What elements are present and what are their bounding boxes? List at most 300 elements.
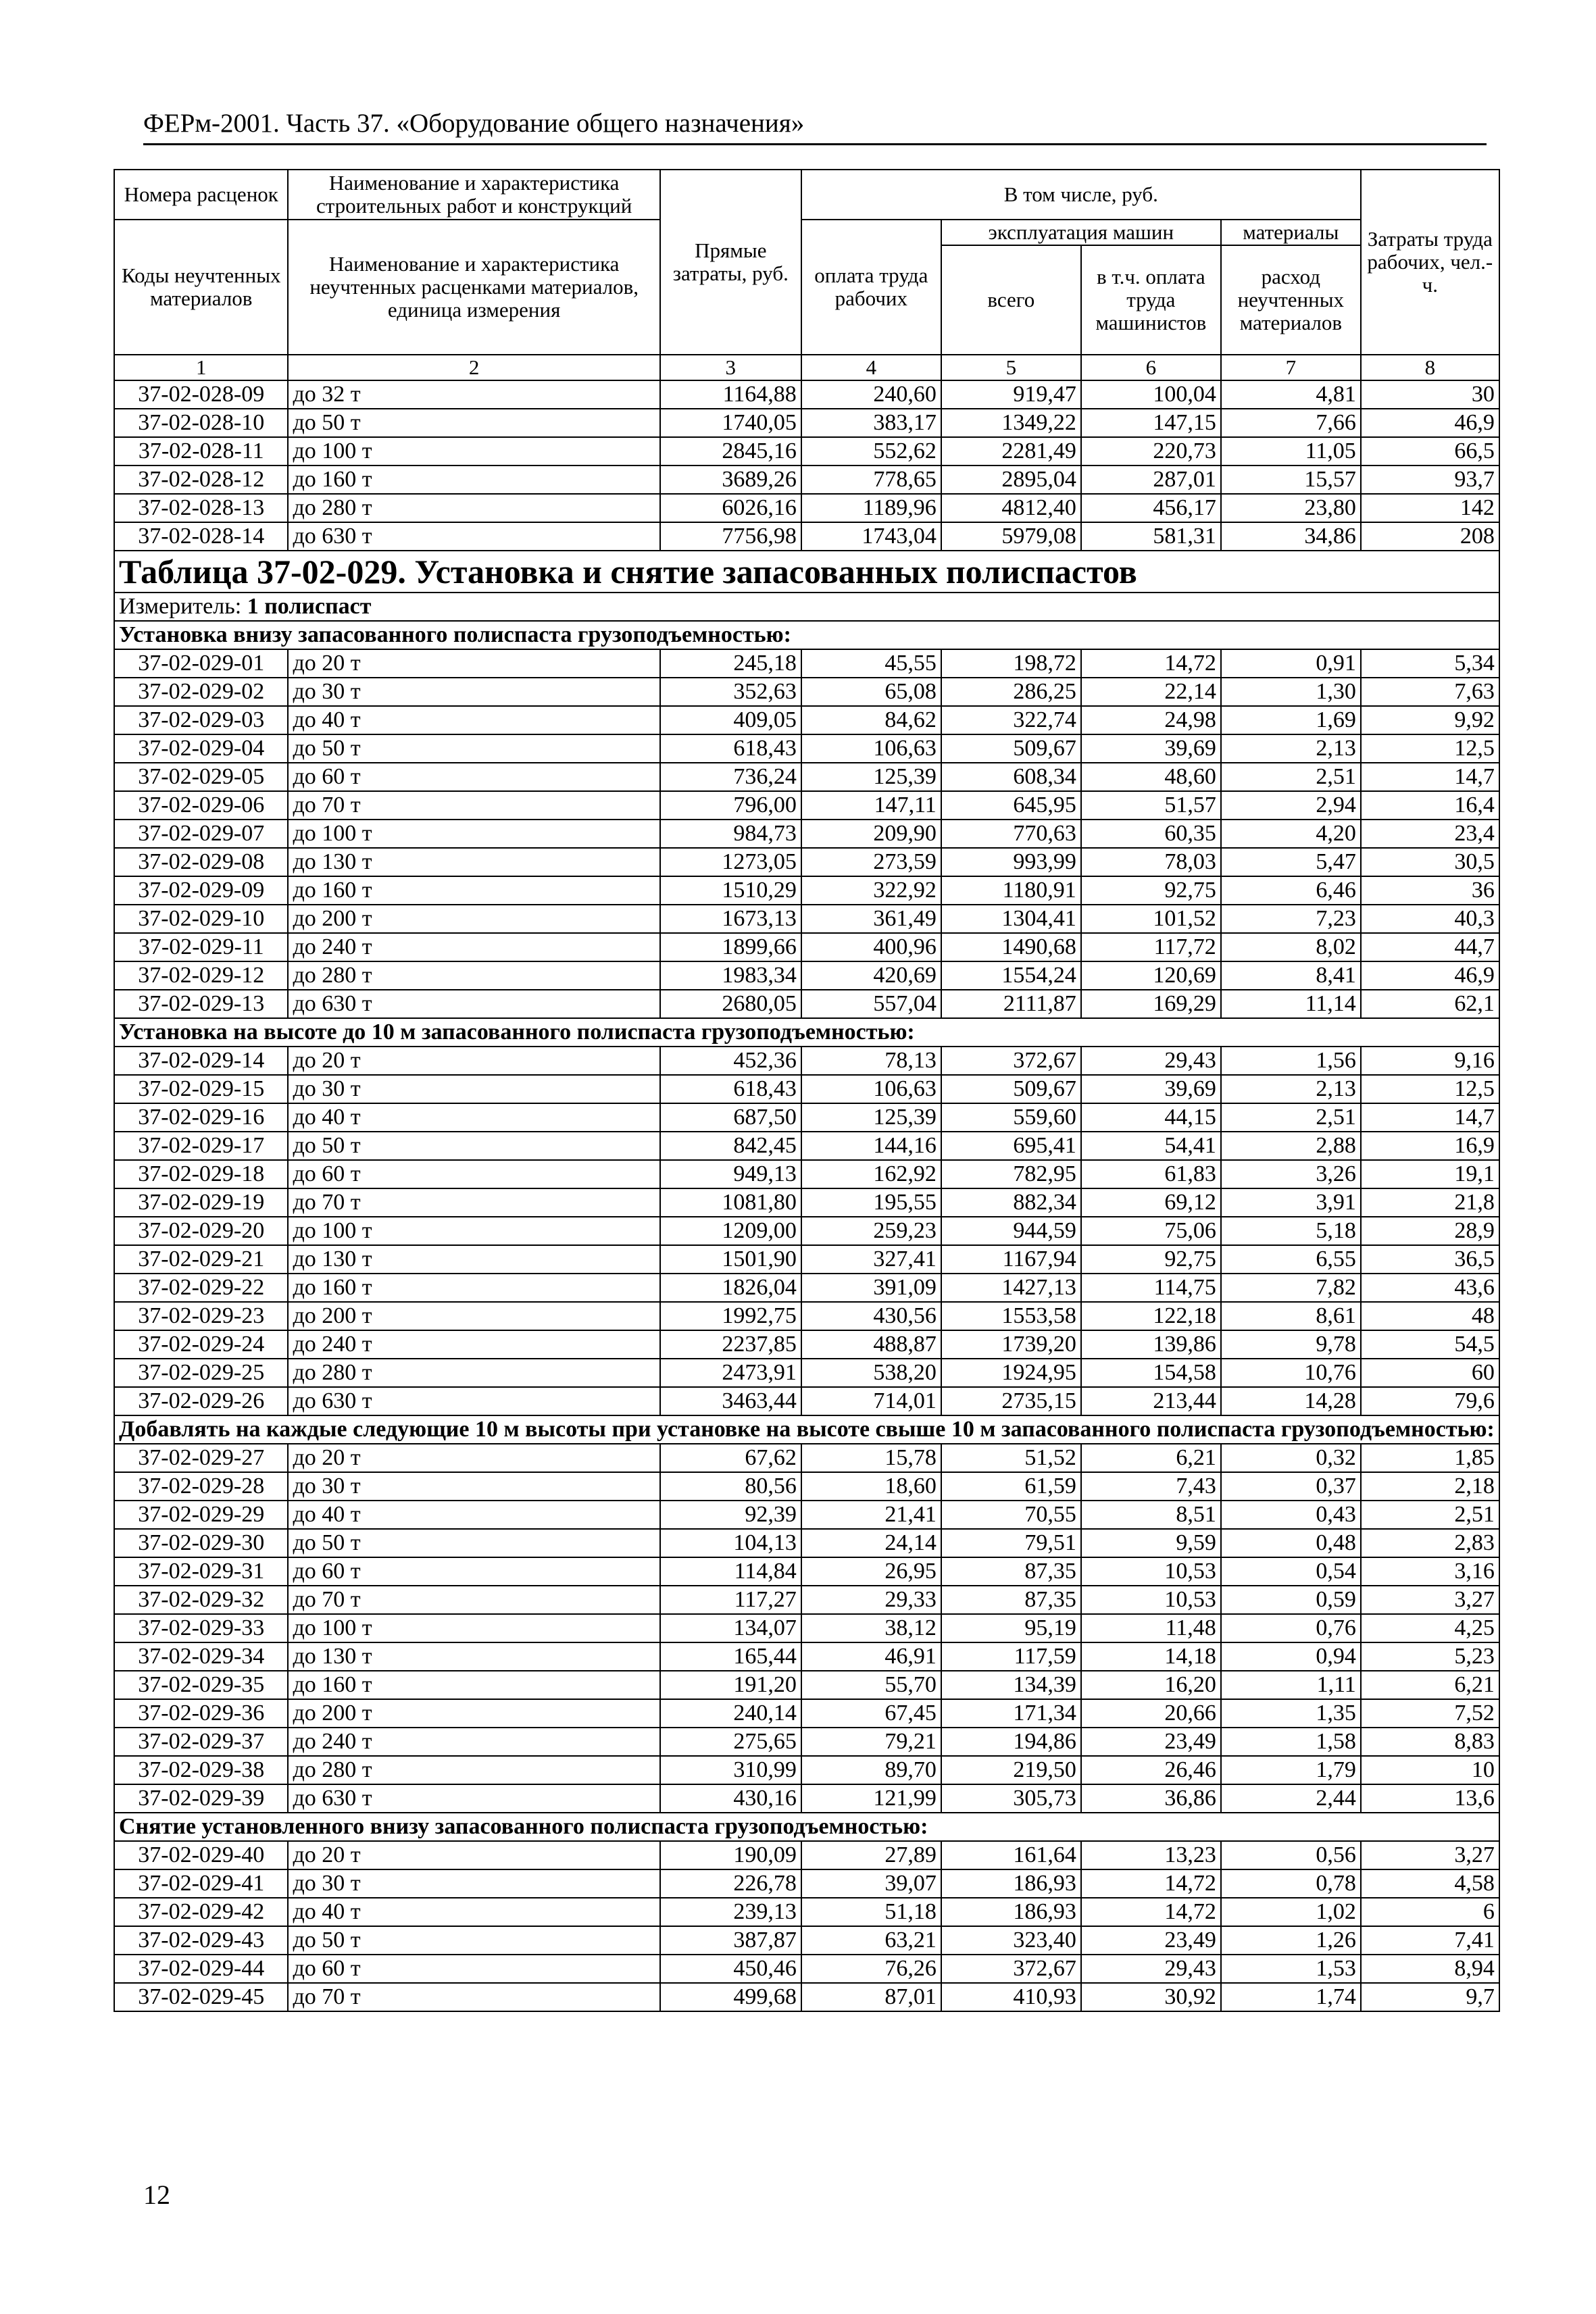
- material-usage-cell: 7,23: [1221, 905, 1361, 933]
- worker-pay-cell: 538,20: [801, 1359, 941, 1387]
- direct-costs-cell: 352,63: [660, 678, 801, 706]
- worker-pay-cell: 24,14: [801, 1529, 941, 1557]
- work-name-cell: до 160 т: [288, 466, 659, 494]
- machines-total-cell: 1349,22: [941, 409, 1081, 437]
- work-name-cell: до 280 т: [288, 494, 659, 522]
- labor-hours-cell: 62,1: [1361, 990, 1499, 1018]
- rate-code-cell: 37-02-029-11: [114, 933, 288, 961]
- table-row: [114, 1103, 1499, 1132]
- material-usage-cell: 8,61: [1221, 1302, 1361, 1330]
- direct-costs-cell: 190,09: [660, 1841, 801, 1869]
- work-name-cell: до 240 т: [288, 933, 659, 961]
- section-heading: Установка на высоте до 10 м запасованного полиспаста грузоподъемностью:: [114, 1018, 1499, 1047]
- rate-code-cell: 37-02-028-09: [114, 380, 288, 409]
- direct-costs-cell: 984,73: [660, 820, 801, 848]
- work-name-cell: до 280 т: [288, 1359, 659, 1387]
- worker-pay-cell: 420,69: [801, 961, 941, 990]
- direct-costs-cell: 409,05: [660, 706, 801, 734]
- table-row: [114, 437, 1499, 466]
- direct-costs-cell: 2473,91: [660, 1359, 801, 1387]
- table-row: [114, 1841, 1499, 1869]
- material-usage-cell: 2,44: [1221, 1784, 1361, 1813]
- col-header-material-usage: расход неучтенных материалов: [1221, 245, 1361, 355]
- rate-code-cell: 37-02-029-16: [114, 1103, 288, 1132]
- material-usage-cell: 5,18: [1221, 1217, 1361, 1245]
- work-name-cell: до 280 т: [288, 1756, 659, 1784]
- rate-code-cell: 37-02-029-02: [114, 678, 288, 706]
- direct-costs-cell: 1164,88: [660, 380, 801, 409]
- column-number: 5: [941, 355, 1081, 380]
- worker-pay-cell: 125,39: [801, 763, 941, 791]
- worker-pay-cell: 361,49: [801, 905, 941, 933]
- rate-code-cell: 37-02-029-39: [114, 1784, 288, 1813]
- worker-pay-cell: 45,55: [801, 649, 941, 678]
- material-usage-cell: 1,79: [1221, 1756, 1361, 1784]
- worker-pay-cell: 1189,96: [801, 494, 941, 522]
- table-row: [114, 1245, 1499, 1274]
- rate-code-cell: 37-02-029-32: [114, 1586, 288, 1614]
- table-row: [114, 1501, 1499, 1529]
- material-usage-cell: 8,41: [1221, 961, 1361, 990]
- labor-hours-cell: 4,25: [1361, 1614, 1499, 1642]
- machinist-pay-cell: 30,92: [1081, 1983, 1221, 2011]
- table-row: [114, 1955, 1499, 1983]
- material-usage-cell: 11,05: [1221, 437, 1361, 466]
- table-row: [114, 1274, 1499, 1302]
- material-usage-cell: 11,14: [1221, 990, 1361, 1018]
- labor-hours-cell: 14,7: [1361, 763, 1499, 791]
- machines-total-cell: 608,34: [941, 763, 1081, 791]
- machines-total-cell: 695,41: [941, 1132, 1081, 1160]
- table-row: [114, 1047, 1499, 1075]
- labor-hours-cell: 9,7: [1361, 1983, 1499, 2011]
- material-usage-cell: 6,55: [1221, 1245, 1361, 1274]
- rate-code-cell: 37-02-029-24: [114, 1330, 288, 1359]
- worker-pay-cell: 15,78: [801, 1444, 941, 1472]
- column-number: 8: [1361, 355, 1499, 380]
- rate-code-cell: 37-02-029-14: [114, 1047, 288, 1075]
- material-usage-cell: 3,91: [1221, 1188, 1361, 1217]
- material-usage-cell: 1,53: [1221, 1955, 1361, 1983]
- machines-total-cell: 194,86: [941, 1728, 1081, 1756]
- machinist-pay-cell: 39,69: [1081, 734, 1221, 763]
- machinist-pay-cell: 16,20: [1081, 1671, 1221, 1699]
- work-name-cell: до 160 т: [288, 876, 659, 905]
- table-row: [114, 1132, 1499, 1160]
- direct-costs-cell: 80,56: [660, 1472, 801, 1501]
- material-usage-cell: 6,46: [1221, 876, 1361, 905]
- rate-code-cell: 37-02-029-27: [114, 1444, 288, 1472]
- machines-total-cell: 770,63: [941, 820, 1081, 848]
- rate-code-cell: 37-02-029-15: [114, 1075, 288, 1103]
- machinist-pay-cell: 100,04: [1081, 380, 1221, 409]
- rate-code-cell: 37-02-029-08: [114, 848, 288, 876]
- labor-hours-cell: 16,4: [1361, 791, 1499, 820]
- section-heading: Установка внизу запасованного полиспаста грузоподъемностью:: [114, 621, 1499, 649]
- work-name-cell: до 100 т: [288, 820, 659, 848]
- table-row: [114, 1728, 1499, 1756]
- rate-code-cell: 37-02-029-42: [114, 1898, 288, 1926]
- material-usage-cell: 2,13: [1221, 734, 1361, 763]
- machines-total-cell: 1739,20: [941, 1330, 1081, 1359]
- machinist-pay-cell: 54,41: [1081, 1132, 1221, 1160]
- work-name-cell: до 50 т: [288, 1132, 659, 1160]
- machines-total-cell: 219,50: [941, 1756, 1081, 1784]
- work-name-cell: до 60 т: [288, 763, 659, 791]
- machines-total-cell: 161,64: [941, 1841, 1081, 1869]
- worker-pay-cell: 76,26: [801, 1955, 941, 1983]
- worker-pay-cell: 488,87: [801, 1330, 941, 1359]
- column-number: 2: [288, 355, 659, 380]
- rate-code-cell: 37-02-029-13: [114, 990, 288, 1018]
- work-name-cell: до 60 т: [288, 1557, 659, 1586]
- col-header-direct-costs: Прямые затраты, руб.: [660, 170, 801, 355]
- work-name-cell: до 100 т: [288, 1614, 659, 1642]
- direct-costs-cell: 1501,90: [660, 1245, 801, 1274]
- table-row: [114, 905, 1499, 933]
- material-usage-cell: 0,32: [1221, 1444, 1361, 1472]
- unit-row: [114, 593, 1499, 621]
- labor-hours-cell: 12,5: [1361, 1075, 1499, 1103]
- rate-code-cell: 37-02-029-43: [114, 1926, 288, 1955]
- labor-hours-cell: 44,7: [1361, 933, 1499, 961]
- worker-pay-cell: 552,62: [801, 437, 941, 466]
- worker-pay-cell: 26,95: [801, 1557, 941, 1586]
- machines-total-cell: 323,40: [941, 1926, 1081, 1955]
- table-row: [114, 380, 1499, 409]
- material-usage-cell: 2,94: [1221, 791, 1361, 820]
- direct-costs-cell: 1673,13: [660, 905, 801, 933]
- work-name-cell: до 20 т: [288, 1444, 659, 1472]
- table-row: [114, 1869, 1499, 1898]
- worker-pay-cell: 391,09: [801, 1274, 941, 1302]
- work-name-cell: до 32 т: [288, 380, 659, 409]
- table-row: [114, 763, 1499, 791]
- table-title-row: [114, 551, 1499, 593]
- labor-hours-cell: 9,16: [1361, 1047, 1499, 1075]
- direct-costs-cell: 949,13: [660, 1160, 801, 1188]
- worker-pay-cell: 778,65: [801, 466, 941, 494]
- labor-hours-cell: 9,92: [1361, 706, 1499, 734]
- rate-code-cell: 37-02-029-25: [114, 1359, 288, 1387]
- section-heading-row: [114, 1415, 1499, 1444]
- machinist-pay-cell: 581,31: [1081, 522, 1221, 551]
- section-heading-row: [114, 621, 1499, 649]
- direct-costs-cell: 104,13: [660, 1529, 801, 1557]
- rate-code-cell: 37-02-029-26: [114, 1387, 288, 1415]
- table-row: [114, 1387, 1499, 1415]
- table-row: [114, 848, 1499, 876]
- labor-hours-cell: 30,5: [1361, 848, 1499, 876]
- direct-costs-cell: 387,87: [660, 1926, 801, 1955]
- worker-pay-cell: 106,63: [801, 734, 941, 763]
- labor-hours-cell: 208: [1361, 522, 1499, 551]
- machinist-pay-cell: 39,69: [1081, 1075, 1221, 1103]
- table-row: [114, 1557, 1499, 1586]
- table-row: [114, 678, 1499, 706]
- machines-total-cell: 134,39: [941, 1671, 1081, 1699]
- labor-hours-cell: 66,5: [1361, 437, 1499, 466]
- rate-code-cell: 37-02-029-20: [114, 1217, 288, 1245]
- table-row: [114, 1983, 1499, 2011]
- direct-costs-cell: 736,24: [660, 763, 801, 791]
- table-row: [114, 1160, 1499, 1188]
- work-name-cell: до 40 т: [288, 1103, 659, 1132]
- machinist-pay-cell: 220,73: [1081, 437, 1221, 466]
- labor-hours-cell: 7,63: [1361, 678, 1499, 706]
- table-row: [114, 466, 1499, 494]
- worker-pay-cell: 144,16: [801, 1132, 941, 1160]
- work-name-cell: до 630 т: [288, 990, 659, 1018]
- labor-hours-cell: 48: [1361, 1302, 1499, 1330]
- table-row: [114, 1075, 1499, 1103]
- table-row: [114, 1642, 1499, 1671]
- worker-pay-cell: 240,60: [801, 380, 941, 409]
- page-number: 12: [143, 2180, 170, 2210]
- table-row: [114, 1671, 1499, 1699]
- work-name-cell: до 60 т: [288, 1160, 659, 1188]
- direct-costs-cell: 430,16: [660, 1784, 801, 1813]
- direct-costs-cell: 3689,26: [660, 466, 801, 494]
- material-usage-cell: 0,76: [1221, 1614, 1361, 1642]
- table-row: [114, 649, 1499, 678]
- labor-hours-cell: 3,27: [1361, 1586, 1499, 1614]
- machinist-pay-cell: 213,44: [1081, 1387, 1221, 1415]
- material-usage-cell: 14,28: [1221, 1387, 1361, 1415]
- section-heading-row: [114, 1813, 1499, 1841]
- direct-costs-cell: 114,84: [660, 1557, 801, 1586]
- machinist-pay-cell: 14,18: [1081, 1642, 1221, 1671]
- machines-total-cell: 410,93: [941, 1983, 1081, 2011]
- machines-total-cell: 1490,68: [941, 933, 1081, 961]
- worker-pay-cell: 27,89: [801, 1841, 941, 1869]
- material-usage-cell: 2,51: [1221, 1103, 1361, 1132]
- worker-pay-cell: 29,33: [801, 1586, 941, 1614]
- machines-total-cell: 322,74: [941, 706, 1081, 734]
- material-usage-cell: 0,54: [1221, 1557, 1361, 1586]
- table-row: [114, 961, 1499, 990]
- machinist-pay-cell: 287,01: [1081, 466, 1221, 494]
- unit-value: 1 полиспаст: [247, 594, 372, 619]
- labor-hours-cell: 19,1: [1361, 1160, 1499, 1188]
- direct-costs-cell: 2680,05: [660, 990, 801, 1018]
- machinist-pay-cell: 29,43: [1081, 1955, 1221, 1983]
- machinist-pay-cell: 36,86: [1081, 1784, 1221, 1813]
- worker-pay-cell: 147,11: [801, 791, 941, 820]
- worker-pay-cell: 18,60: [801, 1472, 941, 1501]
- page-header: ФЕРм-2001. Часть 37. «Оборудование общего назначения»: [143, 108, 1487, 145]
- table-title: Таблица 37-02-029. Установка и снятие запасованных полиспастов: [119, 553, 1137, 590]
- direct-costs-cell: 7756,98: [660, 522, 801, 551]
- col-header-machines: эксплуатация машин: [941, 220, 1221, 245]
- material-usage-cell: 1,26: [1221, 1926, 1361, 1955]
- machinist-pay-cell: 92,75: [1081, 1245, 1221, 1274]
- material-usage-cell: 34,86: [1221, 522, 1361, 551]
- material-usage-cell: 1,74: [1221, 1983, 1361, 2011]
- material-usage-cell: 2,13: [1221, 1075, 1361, 1103]
- machinist-pay-cell: 51,57: [1081, 791, 1221, 820]
- machines-total-cell: 87,35: [941, 1586, 1081, 1614]
- worker-pay-cell: 67,45: [801, 1699, 941, 1728]
- machinist-pay-cell: 120,69: [1081, 961, 1221, 990]
- machinist-pay-cell: 147,15: [1081, 409, 1221, 437]
- worker-pay-cell: 125,39: [801, 1103, 941, 1132]
- material-usage-cell: 5,47: [1221, 848, 1361, 876]
- col-header-machines-total: всего: [941, 245, 1081, 355]
- machines-total-cell: 2111,87: [941, 990, 1081, 1018]
- rate-code-cell: 37-02-029-12: [114, 961, 288, 990]
- rate-code-cell: 37-02-029-10: [114, 905, 288, 933]
- direct-costs-cell: 226,78: [660, 1869, 801, 1898]
- worker-pay-cell: 383,17: [801, 409, 941, 437]
- rate-code-cell: 37-02-029-17: [114, 1132, 288, 1160]
- material-usage-cell: 2,88: [1221, 1132, 1361, 1160]
- machinist-pay-cell: 7,43: [1081, 1472, 1221, 1501]
- material-usage-cell: 0,43: [1221, 1501, 1361, 1529]
- machines-total-cell: 171,34: [941, 1699, 1081, 1728]
- rate-code-cell: 37-02-028-10: [114, 409, 288, 437]
- material-usage-cell: 2,51: [1221, 763, 1361, 791]
- direct-costs-cell: 618,43: [660, 1075, 801, 1103]
- table-row: [114, 820, 1499, 848]
- table-row: [114, 1359, 1499, 1387]
- worker-pay-cell: 78,13: [801, 1047, 941, 1075]
- machines-total-cell: 2895,04: [941, 466, 1081, 494]
- rate-code-cell: 37-02-029-30: [114, 1529, 288, 1557]
- rate-code-cell: 37-02-029-31: [114, 1557, 288, 1586]
- machines-total-cell: 1304,41: [941, 905, 1081, 933]
- material-usage-cell: 7,66: [1221, 409, 1361, 437]
- table-row: [114, 706, 1499, 734]
- direct-costs-cell: 3463,44: [660, 1387, 801, 1415]
- machines-total-cell: 645,95: [941, 791, 1081, 820]
- rate-code-cell: 37-02-029-45: [114, 1983, 288, 2011]
- work-name-cell: до 70 т: [288, 791, 659, 820]
- labor-hours-cell: 8,94: [1361, 1955, 1499, 1983]
- direct-costs-cell: 842,45: [660, 1132, 801, 1160]
- machines-total-cell: 70,55: [941, 1501, 1081, 1529]
- direct-costs-cell: 687,50: [660, 1103, 801, 1132]
- rate-code-cell: 37-02-029-04: [114, 734, 288, 763]
- work-name-cell: до 20 т: [288, 1047, 659, 1075]
- labor-hours-cell: 12,5: [1361, 734, 1499, 763]
- rate-code-cell: 37-02-029-05: [114, 763, 288, 791]
- work-name-cell: до 40 т: [288, 1501, 659, 1529]
- material-usage-cell: 0,56: [1221, 1841, 1361, 1869]
- work-name-cell: до 30 т: [288, 1869, 659, 1898]
- work-name-cell: до 130 т: [288, 848, 659, 876]
- table-row: [114, 1302, 1499, 1330]
- material-usage-cell: 10,76: [1221, 1359, 1361, 1387]
- rate-code-cell: 37-02-029-38: [114, 1756, 288, 1784]
- work-name-cell: до 50 т: [288, 734, 659, 763]
- material-usage-cell: 4,81: [1221, 380, 1361, 409]
- section-heading: Добавлять на каждые следующие 10 м высоты при установке на высоте свыше 10 м запасованного полиспаста грузоподъемностью:: [114, 1415, 1499, 1444]
- direct-costs-cell: 165,44: [660, 1642, 801, 1671]
- col-header-worker-pay: оплата труда рабочих: [801, 220, 941, 355]
- rate-code-cell: 37-02-029-33: [114, 1614, 288, 1642]
- work-name-cell: до 100 т: [288, 1217, 659, 1245]
- table-row: [114, 494, 1499, 522]
- table-row: [114, 1472, 1499, 1501]
- col-header-material-codes: Коды неучтенных материалов: [114, 220, 288, 355]
- work-name-cell: до 100 т: [288, 437, 659, 466]
- material-usage-cell: 0,94: [1221, 1642, 1361, 1671]
- machines-total-cell: 87,35: [941, 1557, 1081, 1586]
- machines-total-cell: 882,34: [941, 1188, 1081, 1217]
- work-name-cell: до 70 т: [288, 1188, 659, 1217]
- direct-costs-cell: 452,36: [660, 1047, 801, 1075]
- work-name-cell: до 130 т: [288, 1642, 659, 1671]
- work-name-cell: до 40 т: [288, 706, 659, 734]
- labor-hours-cell: 13,6: [1361, 1784, 1499, 1813]
- column-number: 6: [1081, 355, 1221, 380]
- machines-total-cell: 1167,94: [941, 1245, 1081, 1274]
- worker-pay-cell: 714,01: [801, 1387, 941, 1415]
- machines-total-cell: 4812,40: [941, 494, 1081, 522]
- machinist-pay-cell: 9,59: [1081, 1529, 1221, 1557]
- labor-hours-cell: 2,51: [1361, 1501, 1499, 1529]
- machinist-pay-cell: 26,46: [1081, 1756, 1221, 1784]
- material-usage-cell: 1,30: [1221, 678, 1361, 706]
- work-name-cell: до 50 т: [288, 409, 659, 437]
- machinist-pay-cell: 61,83: [1081, 1160, 1221, 1188]
- worker-pay-cell: 55,70: [801, 1671, 941, 1699]
- table-row: [114, 1756, 1499, 1784]
- worker-pay-cell: 87,01: [801, 1983, 941, 2011]
- section-heading: Снятие установленного внизу запасованного полиспаста грузоподъемностью:: [114, 1813, 1499, 1841]
- labor-hours-cell: 46,9: [1361, 409, 1499, 437]
- material-usage-cell: 4,20: [1221, 820, 1361, 848]
- machinist-pay-cell: 11,48: [1081, 1614, 1221, 1642]
- table-row: [114, 522, 1499, 551]
- table-row: [114, 876, 1499, 905]
- machines-total-cell: 1427,13: [941, 1274, 1081, 1302]
- direct-costs-cell: 1983,34: [660, 961, 801, 990]
- labor-hours-cell: 6: [1361, 1898, 1499, 1926]
- direct-costs-cell: 1740,05: [660, 409, 801, 437]
- table-row: [114, 1188, 1499, 1217]
- worker-pay-cell: 38,12: [801, 1614, 941, 1642]
- worker-pay-cell: 39,07: [801, 1869, 941, 1898]
- labor-hours-cell: 6,21: [1361, 1671, 1499, 1699]
- direct-costs-cell: 310,99: [660, 1756, 801, 1784]
- work-name-cell: до 160 т: [288, 1671, 659, 1699]
- work-name-cell: до 200 т: [288, 1302, 659, 1330]
- work-name-cell: до 60 т: [288, 1955, 659, 1983]
- labor-hours-cell: 1,85: [1361, 1444, 1499, 1472]
- direct-costs-cell: 1081,80: [660, 1188, 801, 1217]
- worker-pay-cell: 557,04: [801, 990, 941, 1018]
- column-number: 3: [660, 355, 801, 380]
- table-row: [114, 1586, 1499, 1614]
- direct-costs-cell: 240,14: [660, 1699, 801, 1728]
- work-name-cell: до 50 т: [288, 1529, 659, 1557]
- machinist-pay-cell: 13,23: [1081, 1841, 1221, 1869]
- machines-total-cell: 1554,24: [941, 961, 1081, 990]
- worker-pay-cell: 79,21: [801, 1728, 941, 1756]
- worker-pay-cell: 46,91: [801, 1642, 941, 1671]
- labor-hours-cell: 4,58: [1361, 1869, 1499, 1898]
- machines-total-cell: 61,59: [941, 1472, 1081, 1501]
- material-usage-cell: 9,78: [1221, 1330, 1361, 1359]
- rate-code-cell: 37-02-029-37: [114, 1728, 288, 1756]
- labor-hours-cell: 3,27: [1361, 1841, 1499, 1869]
- direct-costs-cell: 796,00: [660, 791, 801, 820]
- direct-costs-cell: 245,18: [660, 649, 801, 678]
- labor-hours-cell: 54,5: [1361, 1330, 1499, 1359]
- machinist-pay-cell: 122,18: [1081, 1302, 1221, 1330]
